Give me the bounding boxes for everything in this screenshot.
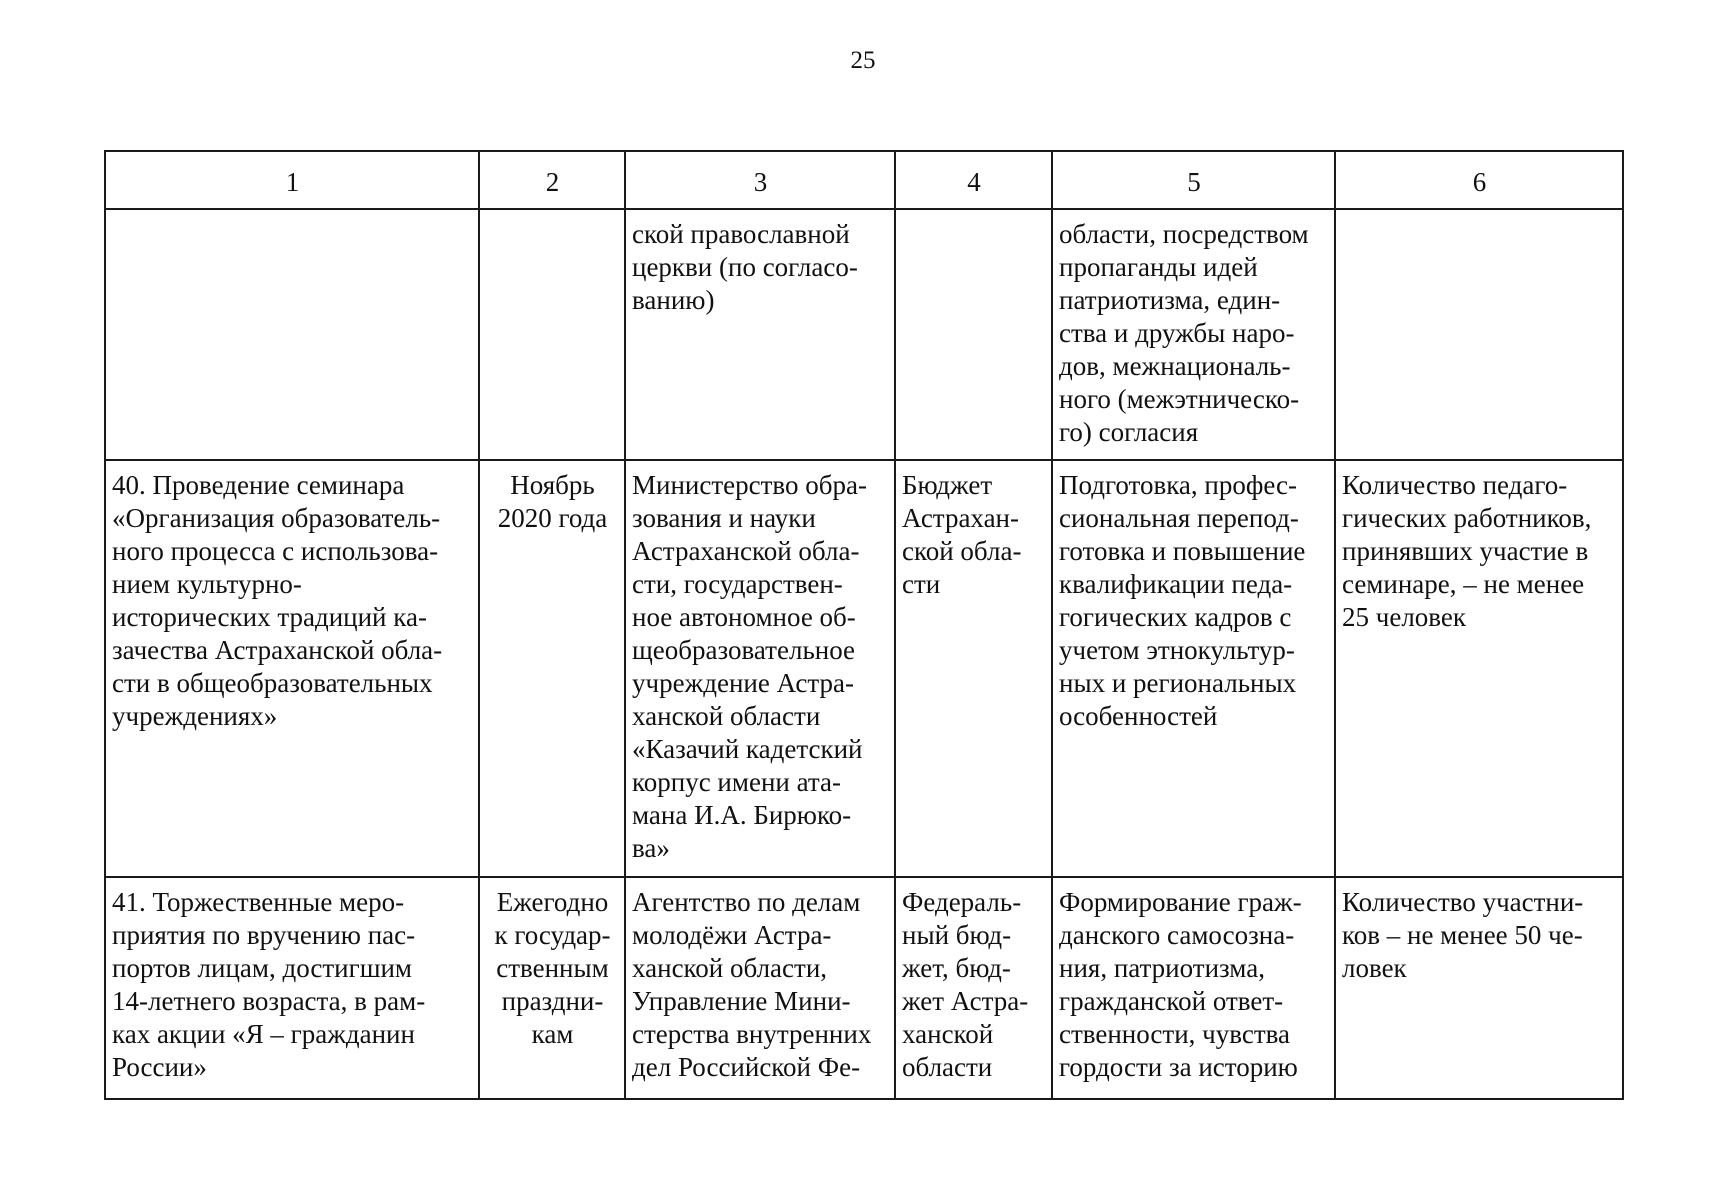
cell-measure: [105, 460, 479, 877]
measures-table: [104, 150, 1624, 1100]
column-header-6: 6: [1335, 151, 1623, 209]
cell-text: 40. Проведение семинара «Организация образователь- ного процесса с использова- нием культурно- исторических традиций ка- зачества Астраханской обла- сти в общеобразовательных учреждениях»: [112, 470, 443, 731]
cell-indicator: [1335, 209, 1623, 460]
cell-funding: [895, 877, 1052, 1099]
cell-deadline: [479, 460, 625, 877]
column-header-1: 1: [105, 151, 479, 209]
cell-measure: [105, 209, 479, 460]
cell-text: области, посредством пропаганды идей патриотизма, един- ства и дружбы наро- дов, межнациональ- ного (межэтническо- го) согласия: [1059, 219, 1309, 447]
table-row: [105, 209, 1623, 460]
cell-text: Министерство обра- зования и науки Астраханской обла- сти, государствен- ное автономное об- щеобразовательное учреждение Астра- ханской области «Казачий кадетский корпус имени ата- мана И.А. Бирюко- ва»: [632, 470, 867, 863]
cell-text: Количество участни- ков – не менее 50 че- ловек: [1342, 887, 1584, 983]
cell-indicator: [1335, 877, 1623, 1099]
cell-text: ской православной церкви (по согласо- ванию): [632, 219, 858, 315]
cell-text: Формирование граж- данского самосозна- ния, патриотизма, гражданской ответ- ственности, чувства гордости за историю: [1059, 887, 1302, 1082]
table-row: [105, 877, 1623, 1099]
cell-executors: [625, 209, 895, 460]
cell-executors: [625, 877, 895, 1099]
table-row: [105, 460, 1623, 877]
column-header-5: 5: [1052, 151, 1335, 209]
column-header-4: 4: [895, 151, 1052, 209]
cell-deadline: [479, 209, 625, 460]
cell-indicator: [1335, 460, 1623, 877]
cell-deadline: [479, 877, 625, 1099]
cell-text: Федераль- ный бюд- жет, бюд- жет Астра- ханской области: [902, 887, 1029, 1082]
cell-funding: [895, 209, 1052, 460]
cell-goal: [1052, 877, 1335, 1099]
header-row: [105, 151, 1623, 209]
cell-text: Ноябрь 2020 года: [497, 470, 608, 533]
cell-executors: [625, 460, 895, 877]
column-header-2: 2: [479, 151, 625, 209]
cell-goal: [1052, 209, 1335, 460]
cell-text: Количество педаго- гических работников, принявших участие в семинаре, – не менее 25 человек: [1342, 470, 1592, 632]
column-header-3: 3: [625, 151, 895, 209]
cell-measure: [105, 877, 479, 1099]
page-number: 25: [850, 47, 876, 74]
cell-text: 41. Торжественные меро- приятия по вручению пас- портов лицам, достигшим 14-летнего возраста, в рам- ках акции «Я – гражданин России»: [112, 887, 426, 1082]
cell-goal: [1052, 460, 1335, 877]
cell-text: Подготовка, профес- сиональная перепод- готовка и повышение квалификации педа- гогических кадров с учетом этнокультур- ных и региональных особенностей: [1059, 470, 1306, 731]
cell-text: Ежегодно к государ- ственным праздни- кам: [494, 887, 611, 1049]
cell-funding: [895, 460, 1052, 877]
cell-text: Бюджет Астрахан- ской обла- сти: [902, 470, 1022, 599]
cell-text: Агентство по делам молодёжи Астра- ханской области, Управление Мини- стерства внутренних дел Российской Фе-: [632, 887, 872, 1082]
